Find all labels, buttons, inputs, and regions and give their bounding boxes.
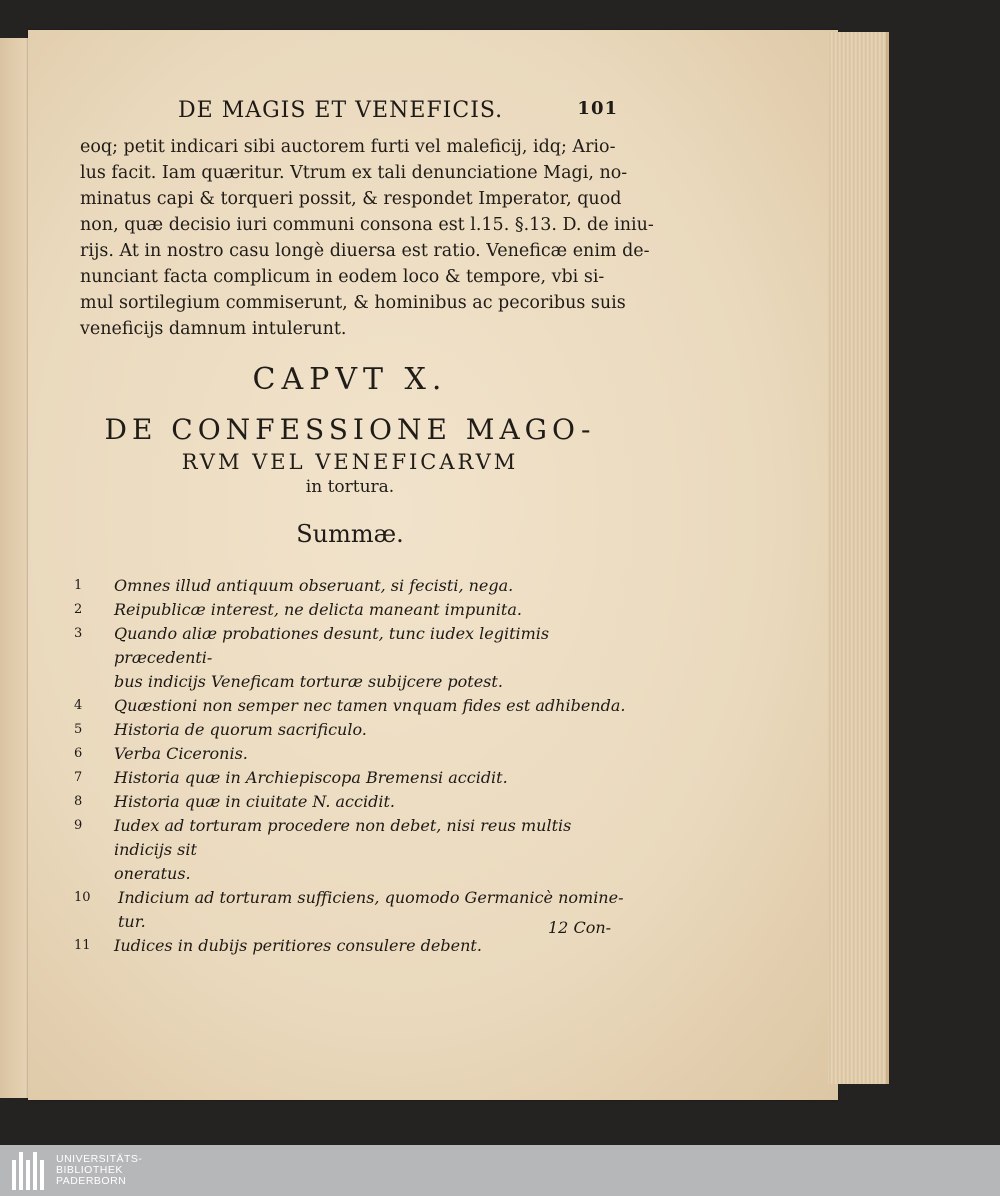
body-line: veneficijs damnum intulerunt.: [80, 319, 347, 339]
body-paragraph: [80, 134, 654, 342]
body-line: minatus capi & torqueri possit, & respondet Imperator, quod: [80, 189, 622, 209]
item-text: Reipublicæ interest, ne delicta maneant impunita.: [114, 600, 522, 619]
body-line: rijs. At in nostro casu longè diuersa est ratio. Veneficæ enim de-: [80, 241, 650, 261]
item-number: 4: [74, 698, 83, 713]
chapter-title-line3: in tortura.: [305, 477, 395, 497]
footer-bar: [0, 1145, 1000, 1196]
page-block-edge: [828, 32, 889, 1084]
list-item: [70, 694, 630, 718]
chapter-title-line2: RVM VEL VENEFICARVM: [181, 450, 519, 474]
list-item: [70, 886, 630, 910]
item-number: 10: [74, 890, 91, 905]
item-number: [70, 910, 118, 934]
body-line: non, quæ decisio iuri communi consona est l.15. §.13. D. de iniu-: [80, 215, 654, 235]
item-text: oneratus.: [114, 864, 191, 883]
item-number: 2: [74, 602, 83, 617]
item-text: Quæstioni non semper nec tamen vnquam fides est adhibenda.: [114, 696, 626, 715]
body-line: mul sortilegium commiserunt, & hominibus ac pecoribus suis: [80, 293, 626, 313]
running-head-title: DE MAGIS ET VENEFICIS.: [178, 98, 504, 123]
summary-list: [70, 574, 630, 958]
item-text: Verba Ciceronis.: [114, 744, 248, 763]
list-item: [70, 814, 630, 862]
item-number: 8: [74, 794, 83, 809]
item-number: 5: [74, 722, 83, 737]
item-text: Historia quæ in Archiepiscopa Bremensi accidit.: [114, 768, 508, 787]
catchword: 12 Con-: [548, 918, 612, 937]
body-line: nunciant facta complicum in eodem loco & tempore, vbi si-: [80, 267, 605, 287]
list-item: [70, 718, 630, 742]
list-item: [70, 670, 630, 694]
body-line: eoq; petit indicari sibi auctorem furti vel maleficij, idq; Ario-: [80, 137, 616, 157]
item-text: Indicium ad torturam sufficiens, quomodo Germanicè nomine-: [118, 888, 624, 907]
item-number: 6: [74, 746, 83, 761]
item-number: 7: [74, 770, 83, 785]
list-item: [70, 574, 630, 598]
list-item: [70, 934, 630, 958]
summae-heading: Summæ.: [296, 520, 404, 548]
item-text: Quando aliæ probationes desunt, tunc iudex legitimis præcedenti-: [114, 624, 550, 667]
page-number: 101: [577, 98, 618, 119]
item-number: 1: [74, 578, 83, 593]
chapter-title-line1: DE CONFESSIONE MAGO-: [104, 413, 596, 446]
running-head: [178, 98, 618, 123]
item-number: [70, 862, 114, 886]
list-item: [70, 910, 630, 934]
library-logo-icon: [8, 1145, 52, 1196]
library-logo-text: [56, 1154, 142, 1187]
item-number: 3: [74, 626, 83, 641]
item-text: Historia quæ in ciuitate N. accidit.: [114, 792, 395, 811]
item-text: Iudex ad torturam procedere non debet, nisi reus multis indicijs sit: [114, 816, 572, 859]
list-item: [70, 598, 630, 622]
list-item: [70, 622, 630, 670]
list-item: [70, 862, 630, 886]
logo-line2: BIBLIOTHEK: [56, 1164, 123, 1176]
body-line: lus facit. Iam quæritur. Vtrum ex tali denunciatione Magi, no-: [80, 163, 628, 183]
item-text: bus indicijs Veneficam torturæ subijcere potest.: [114, 672, 503, 691]
item-number: [70, 670, 114, 694]
list-item: [70, 766, 630, 790]
chapter-title: [80, 412, 620, 498]
item-text: tur.: [118, 912, 146, 931]
item-number: 11: [74, 938, 91, 953]
item-text: Iudices in dubijs peritiores consulere debent.: [114, 936, 482, 955]
list-item: [70, 742, 630, 766]
item-number: 9: [74, 818, 83, 833]
logo-line1: UNIVERSITÄTS-: [56, 1153, 143, 1165]
list-item: [70, 790, 630, 814]
item-text: Historia de quorum sacrificulo.: [114, 720, 367, 739]
chapter-number: CAPVT X.: [252, 362, 448, 397]
logo-line3: PADERBORN: [56, 1175, 127, 1187]
item-text: Omnes illud antiquum obseruant, si fecisti, nega.: [114, 576, 514, 595]
